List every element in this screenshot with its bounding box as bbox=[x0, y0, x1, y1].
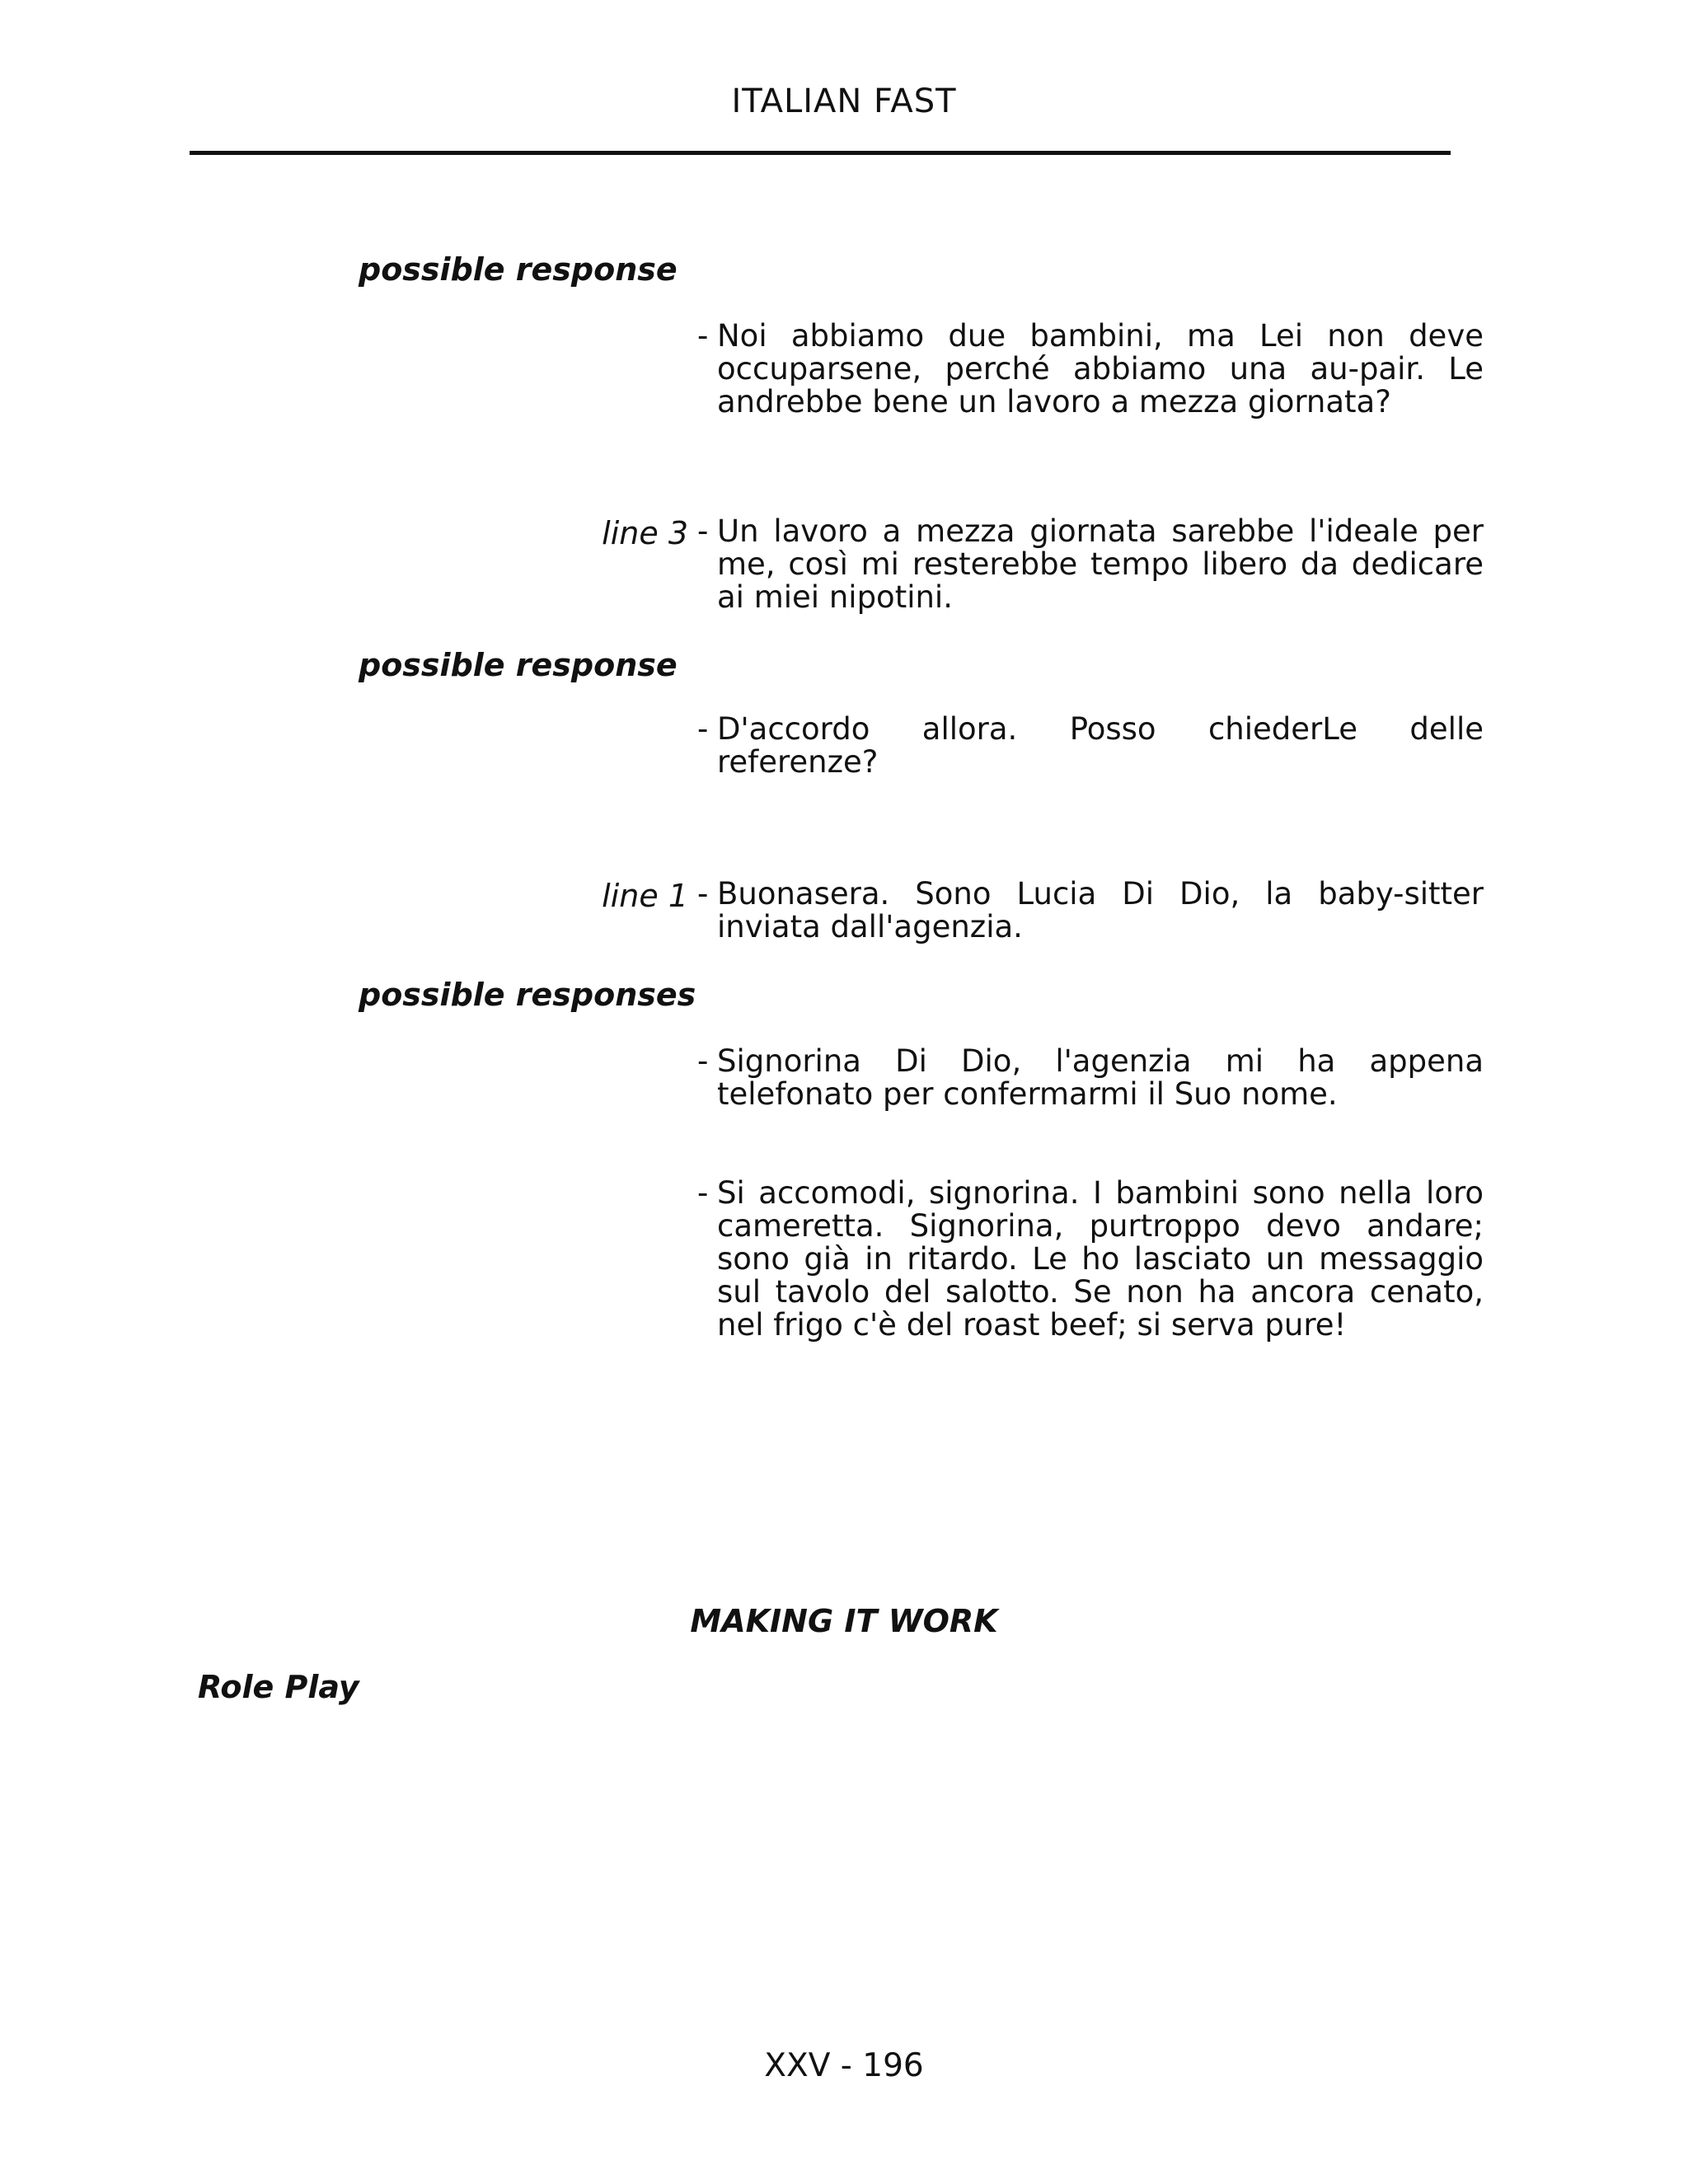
dialogue-line-signorina-di-dio bbox=[697, 1043, 1484, 1112]
dialogue-line-noi-abbiamo bbox=[697, 318, 1484, 419]
line-3-label: line 3 bbox=[602, 515, 688, 551]
possible-responses-label: possible responses bbox=[359, 977, 696, 1013]
dialogue-text: Buonasera. Sono Lucia Di Dio, la baby-sitter inviata dall'agenzia. bbox=[717, 876, 1484, 944]
line-1-label: line 1 bbox=[602, 878, 688, 914]
dialogue-text: Noi abbiamo due bambini, ma Lei non deve occuparsene, perché abbiamo una au-pair. Le andrebbe bene un lavoro a mezza giornata? bbox=[717, 318, 1484, 419]
dash: - bbox=[697, 876, 709, 912]
dialogue-line-daccordo bbox=[697, 711, 1484, 780]
dialogue-text: Si accomodi, signorina. I bambini sono nella loro cameretta. Signorina, purtroppo devo andare; sono già in ritardo. Le ho lasciato un messaggio sul tavolo del salotto. Se non ha ancora cenato, nel frigo c'è del roast beef; si serva pure! bbox=[717, 1175, 1484, 1343]
header-rule bbox=[190, 151, 1451, 155]
possible-response-label: possible response bbox=[359, 251, 678, 288]
dialogue-line-un-lavoro bbox=[697, 513, 1484, 615]
dialogue-text: Un lavoro a mezza giornata sarebbe l'ideale per me, così mi resterebbe tempo libero da dedicare ai miei nipotini. bbox=[717, 513, 1484, 615]
dialogue-line-buonasera bbox=[697, 876, 1484, 944]
side-heading: Role Play bbox=[198, 1669, 359, 1705]
dash: - bbox=[697, 1175, 709, 1211]
section-title: MAKING IT WORK bbox=[690, 1603, 998, 1639]
page-number: XXV - 196 bbox=[764, 2047, 924, 2084]
dash: - bbox=[697, 711, 709, 747]
dash: - bbox=[697, 318, 709, 354]
dialogue-text: D'accordo allora. Posso chiederLe delle referenze? bbox=[717, 711, 1484, 780]
dialogue-line-si-accomodi bbox=[697, 1175, 1484, 1343]
running-header: ITALIAN FAST bbox=[731, 82, 957, 120]
dash: - bbox=[697, 1043, 709, 1079]
possible-response-label: possible response bbox=[359, 647, 678, 683]
dialogue-text: Signorina Di Dio, l'agenzia mi ha appena telefonato per confermarmi il Suo nome. bbox=[717, 1043, 1484, 1112]
dash: - bbox=[697, 513, 709, 549]
